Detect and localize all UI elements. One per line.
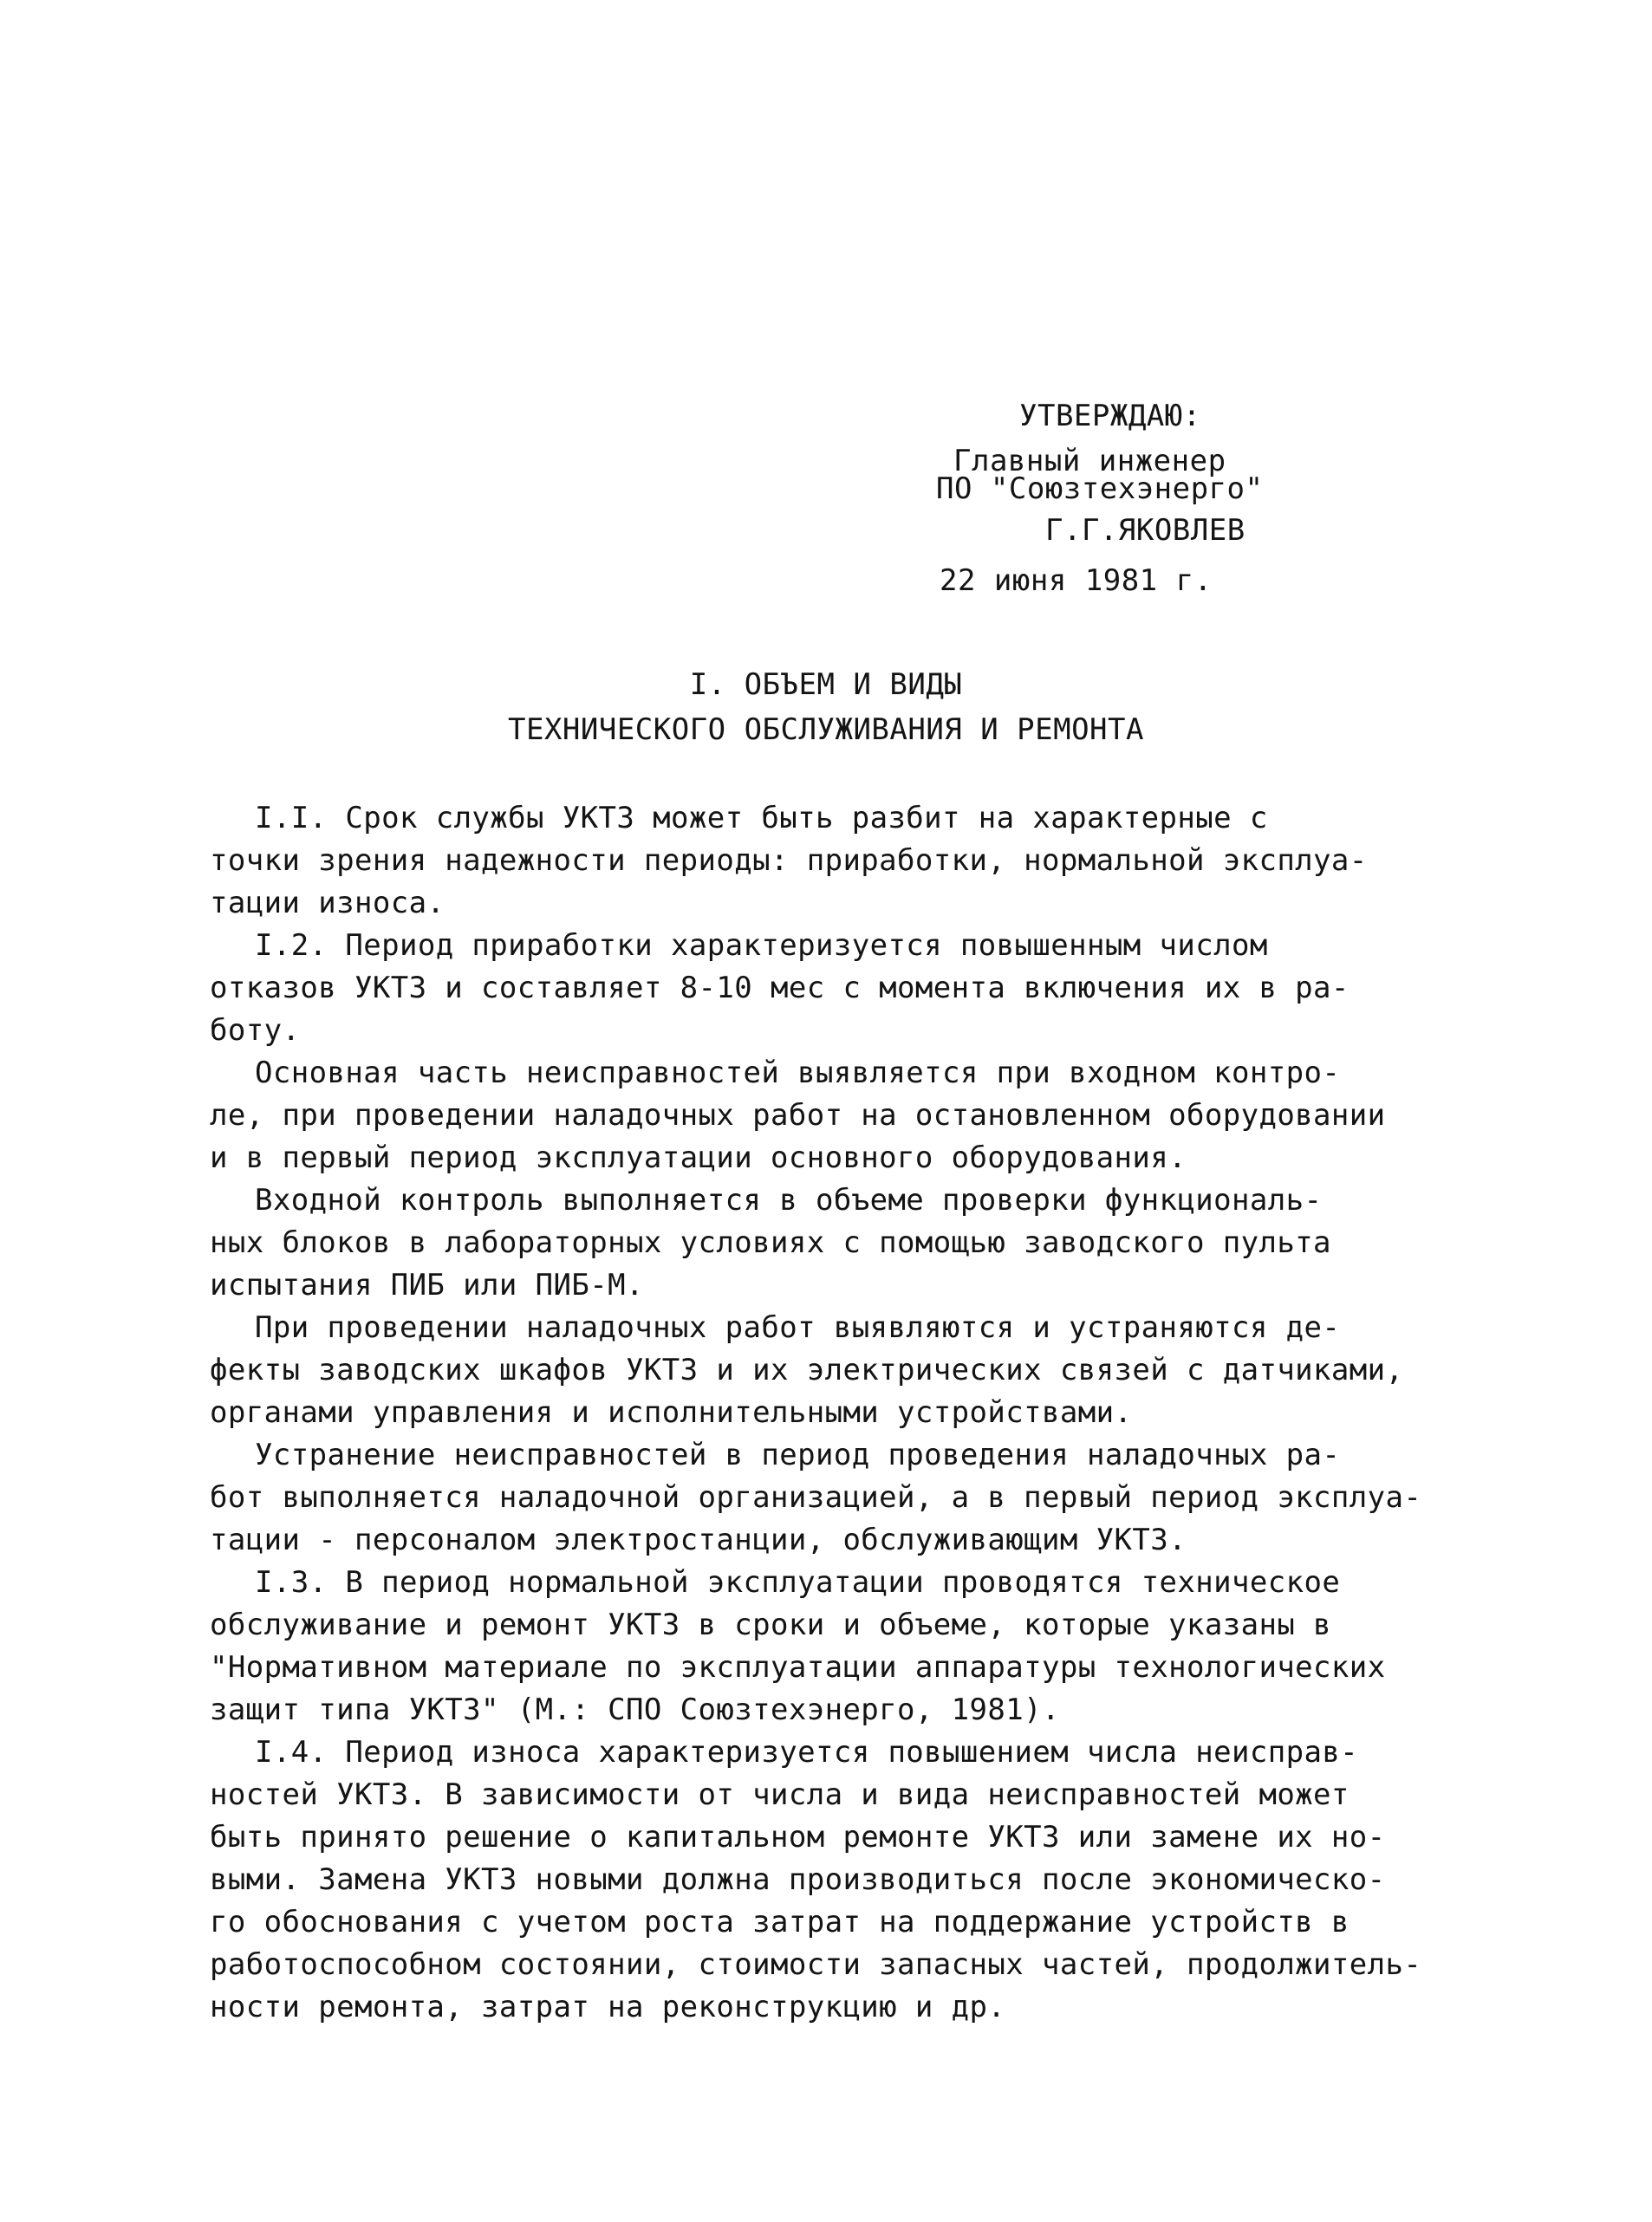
text-line: боту.: [210, 1013, 301, 1048]
text-line: испытания ПИБ или ПИБ-М.: [210, 1268, 644, 1303]
text-line: органами управления и исполнительными устройствами.: [210, 1395, 1133, 1430]
text-line: точки зрения надежности периоды: приработки, нормальной эксплуа-: [210, 843, 1368, 878]
text-line: и в первый период эксплуатации основного оборудования.: [210, 1140, 1187, 1175]
text-line: быть принято решение о капитальном ремонте УКТЗ или замене их но-: [210, 1820, 1386, 1855]
text-line: фекты заводских шкафов УКТЗ и их электрических связей с датчиками,: [210, 1353, 1404, 1387]
approver-name: Г.Г.ЯКОВЛЕВ: [1045, 513, 1246, 548]
text-line: Основная часть неисправностей выявляется при входном контро-: [255, 1056, 1341, 1090]
text-line: "Нормативном материале по эксплуатации аппаратуры технологических: [210, 1650, 1386, 1685]
approval-date: 22 июня 1981 г.: [940, 563, 1213, 598]
section-title-line-1: I. ОБЪЕМ И ВИДЫ: [689, 667, 963, 702]
text-line: выми. Замена УКТЗ новыми должна производиться после экономическо-: [210, 1862, 1386, 1897]
text-line: бот выполняется наладочной организацией, а в первый период эксплуа-: [210, 1480, 1422, 1515]
text-line: Устранение неисправностей в период проведения наладочных ра-: [255, 1438, 1341, 1472]
text-line: ностей УКТЗ. В зависимости от числа и вида неисправностей может: [210, 1777, 1350, 1812]
text-line: I.2. Период приработки характеризуется повышенным числом: [255, 928, 1268, 963]
text-line: ных блоков в лабораторных условиях с помощью заводского пульта: [210, 1225, 1331, 1260]
text-line: ле, при проведении наладочных работ на остановленном оборудовании: [210, 1098, 1386, 1133]
approval-heading: УТВЕРЖДАЮ:: [1019, 399, 1201, 433]
text-line: защит типа УКТЗ" (М.: СПО Союзтехэнерго, 1981).: [210, 1692, 1060, 1727]
text-line: отказов УКТЗ и составляет 8-10 мес с момента включения их в ра-: [210, 971, 1350, 1005]
text-line: I.3. В период нормальной эксплуатации проводятся техническое: [255, 1565, 1341, 1600]
text-line: обслуживание и ремонт УКТЗ в сроки и объеме, которые указаны в: [210, 1608, 1331, 1642]
text-line: тации - персоналом электростанции, обслуживающим УКТЗ.: [210, 1523, 1187, 1557]
approver-organization: ПО "Союзтехэнерго": [936, 471, 1264, 506]
text-line: При проведении наладочных работ выявляются и устраняются де-: [255, 1310, 1341, 1345]
text-line: работоспособном состоянии, стоимости запасных частей, продолжитель-: [210, 1947, 1422, 1982]
text-line: I.I. Срок службы УКТЗ может быть разбит на характерные с: [255, 801, 1268, 835]
text-line: ности ремонта, затрат на реконструкцию и др.: [210, 1990, 1006, 2024]
text-line: тации износа.: [210, 886, 446, 920]
text-line: I.4. Период износа характеризуется повышением числа неисправ-: [255, 1735, 1359, 1770]
section-title-line-2: ТЕХНИЧЕСКОГО ОБСЛУЖИВАНИЯ И РЕМОНТА: [508, 712, 1144, 747]
approver-position: Главный инженер: [953, 444, 1226, 478]
text-line: го обоснования с учетом роста затрат на поддержание устройств в: [210, 1905, 1350, 1939]
text-line: Входной контроль выполняется в объеме проверки функциональ-: [255, 1183, 1323, 1218]
